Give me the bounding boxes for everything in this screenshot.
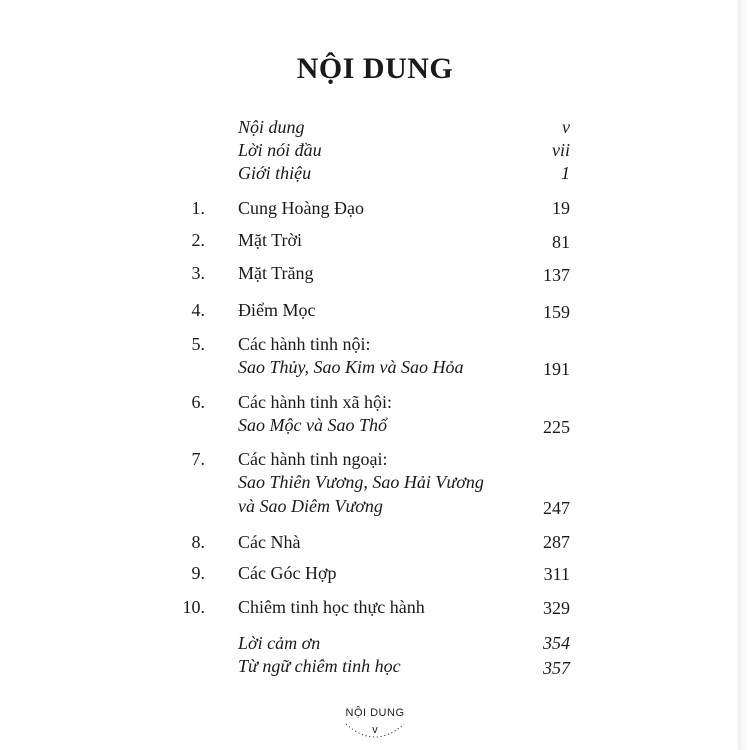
- folio-ornament: [340, 720, 410, 746]
- chapter-subtitle: Sao Mộc và Sao Thổ: [238, 415, 387, 435]
- chapter-number: 5.: [191, 334, 205, 354]
- toc-front-label: Nội dung: [238, 117, 305, 137]
- chapter-page: 225: [543, 417, 570, 437]
- chapter-page: 311: [543, 564, 570, 584]
- chapter-title: Các Nhà: [238, 532, 301, 552]
- toc-back-label: Lời cảm ơn: [238, 633, 321, 653]
- chapter-number: 3.: [191, 263, 205, 283]
- chapter-title: Các hành tinh xã hội:: [238, 392, 392, 412]
- chapter-title: Điểm Mọc: [238, 300, 316, 320]
- chapter-number: 4.: [191, 300, 205, 320]
- chapter-page: 191: [543, 359, 570, 379]
- chapter-title: Các hành tinh nội:: [238, 334, 371, 354]
- toc-front-page: vii: [552, 140, 570, 160]
- toc-front-page: v: [562, 117, 570, 137]
- chapter-page: 19: [552, 198, 570, 218]
- page-number: v: [372, 724, 378, 736]
- chapter-title: Các Góc Hợp: [238, 563, 337, 583]
- chapter-page: 137: [543, 265, 570, 285]
- chapter-title: Chiêm tinh học thực hành: [238, 597, 425, 617]
- toc-front-page: 1: [561, 163, 570, 183]
- running-footer: NỘI DUNG: [345, 707, 405, 719]
- toc-front-label: Lời nói đầu: [238, 140, 322, 160]
- chapter-number: 6.: [191, 392, 205, 412]
- chapter-number: 2.: [191, 230, 205, 250]
- chapter-number: 9.: [191, 563, 205, 583]
- chapter-page: 81: [552, 232, 570, 252]
- toc-back-label: Từ ngữ chiêm tinh học: [238, 656, 401, 676]
- chapter-title: Các hành tinh ngoại:: [238, 449, 388, 469]
- page-edge: [738, 0, 750, 750]
- chapter-page: 287: [543, 532, 570, 552]
- chapter-number: 7.: [191, 449, 205, 469]
- chapter-subtitle: và Sao Diêm Vương: [238, 496, 383, 516]
- toc-front-label: Giới thiệu: [238, 163, 312, 183]
- page-title: NỘI DUNG: [296, 52, 454, 85]
- chapter-subtitle: Sao Thiên Vương, Sao Hải Vương: [238, 472, 484, 492]
- chapter-title: Cung Hoàng Đạo: [238, 198, 364, 218]
- chapter-page: 329: [543, 598, 570, 618]
- chapter-number: 10.: [182, 597, 205, 617]
- chapter-subtitle: Sao Thủy, Sao Kim và Sao Hỏa: [238, 357, 464, 377]
- chapter-page: 247: [543, 498, 570, 518]
- toc-back-page: 354: [543, 633, 570, 653]
- toc-back-page: 357: [543, 658, 570, 678]
- chapter-page: 159: [543, 302, 570, 322]
- chapter-number: 8.: [191, 532, 205, 552]
- chapter-title: Mặt Trăng: [238, 263, 314, 283]
- chapter-number: 1.: [191, 198, 205, 218]
- chapter-title: Mặt Trời: [238, 230, 303, 250]
